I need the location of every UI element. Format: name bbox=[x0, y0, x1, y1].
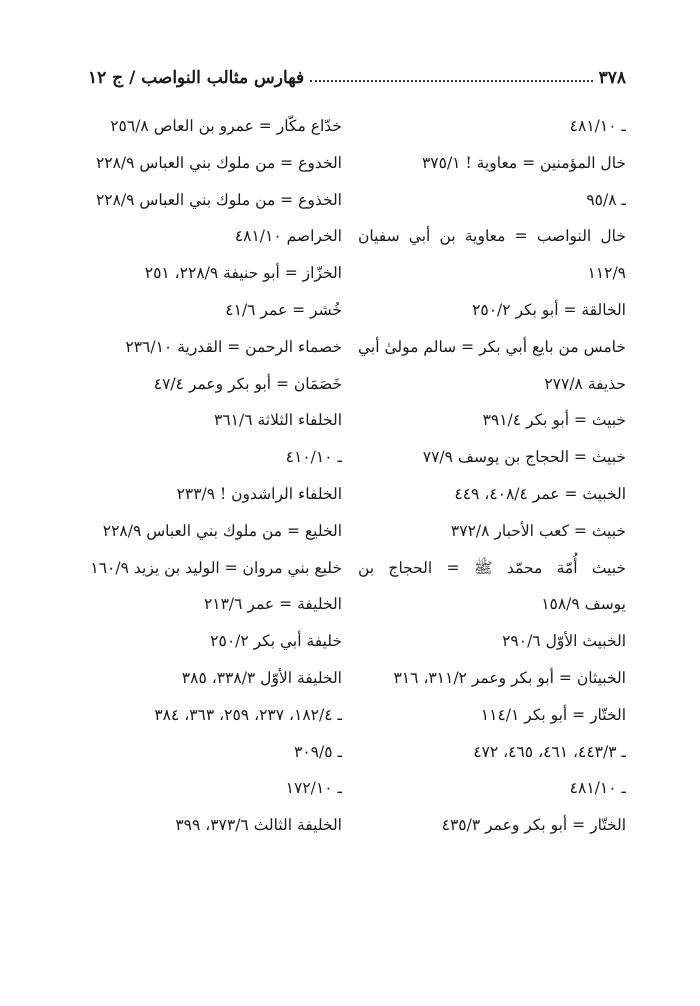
index-entry: خال المؤمنين = معاوية ! ٣٧٥/١ bbox=[421, 153, 626, 172]
index-entry: الخذوع = من ملوك بني العباس ٢٢٨/٩ bbox=[95, 190, 342, 209]
index-entry: خال النواصب = معاوية بن أبي سفيان bbox=[358, 227, 626, 246]
index-entry: الخليفة = عمر ٢١٣/٦ bbox=[203, 595, 342, 614]
index-entry: خليفة أبي بكر ٢٥٠/٢ bbox=[210, 632, 342, 651]
index-entry: ـ ١٨٢/٤، ٢٣٧، ٢٥٩، ٣٦٣، ٣٨٤ bbox=[154, 705, 342, 724]
index-entry: الخليفة الأوّل ٣٣٨/٣، ٣٨٥ bbox=[181, 668, 342, 687]
index-entry: الخبيث = عمر ٤٠٨/٤، ٤٤٩ bbox=[454, 484, 626, 503]
index-entry: ـ ٩٥/٨ bbox=[586, 190, 626, 209]
index-column-right bbox=[358, 108, 626, 844]
index-entry: الخليع = من ملوك بني العباس ٢٢٨/٩ bbox=[102, 521, 342, 540]
index-entry: خدّاع مكّار = عمرو بن العاص ٢٥٦/٨ bbox=[110, 117, 342, 135]
index-entry: الخبيث الأوّل ٢٩٠/٦ bbox=[502, 632, 626, 651]
index-entry: الخلفاء الراشدون ! ٢٣٣/٩ bbox=[176, 484, 342, 503]
index-entry: خُشر = عمر ٤١/٦ bbox=[225, 300, 342, 319]
index-entry: يوسف ١٥٨/٩ bbox=[541, 595, 626, 614]
index-entry: الختّار = أبو بكر ١١٤/١ bbox=[480, 705, 626, 724]
index-entry: خبيث = كعب الأحبار ٣٧٢/٨ bbox=[450, 521, 626, 540]
index-column-left bbox=[74, 108, 342, 844]
dotted-leader bbox=[310, 80, 592, 82]
index-entry: ١١٢/٩ bbox=[587, 264, 626, 283]
index-entry: خامس من بايع أبي بكر = سالم مولىٰ أبي bbox=[358, 337, 626, 356]
index-entry: الخراصم ٤٨١/١٠ bbox=[234, 227, 342, 246]
index-entry: الخبيثان = أبو بكر وعمر ٣١١/٢، ٣١٦ bbox=[393, 668, 626, 687]
index-entry: خصماء الرحمن = القدرية ٢٣٦/١٠ bbox=[125, 337, 342, 356]
index-entry: خليع بني مروان = الوليد بن يزيد ١٦٠/٩ bbox=[90, 558, 342, 577]
index-entry: ـ ٤١٠/١٠ bbox=[285, 448, 342, 467]
page-number: ٣٧٨ bbox=[598, 68, 626, 88]
index-entry: الختّار = أبو بكر وعمر ٤٣٥/٣ bbox=[441, 816, 626, 835]
index-entry: الخزّاز = أبو حنيفة ٢٢٨/٩، ٢٥١ bbox=[144, 264, 342, 283]
index-entry: الخلفاء الثلاثة ٣٦١/٦ bbox=[214, 411, 342, 430]
index-entry: خبيث = أبو بكر ٣٩١/٤ bbox=[482, 411, 626, 430]
index-entry: الخليفة الثالث ٣٧٣/٦، ٣٩٩ bbox=[175, 816, 342, 835]
index-entry: حذيفة ٢٧٧/٨ bbox=[544, 374, 626, 393]
index-entry: خبيث = الحجاج بن يوسف ٧٧/٩ bbox=[422, 448, 626, 467]
index-entry: خَصَمَان = أبو بكر وعمر ٤٧/٤ bbox=[153, 374, 342, 393]
index-entry: خبيث أُمّة محمّد ﷺ = الحجاج بن bbox=[358, 558, 626, 577]
index-entry: الخدوع = من ملوك بني العباس ٢٢٨/٩ bbox=[95, 153, 342, 172]
index-entry: ـ ٤٨١/١٠ bbox=[569, 117, 626, 135]
index-entry: ـ ٤٨١/١٠ bbox=[569, 779, 626, 798]
index-entry: ـ ٤٤٣/٣، ٤٦١، ٤٦٥، ٤٧٢ bbox=[473, 742, 626, 761]
index-entry: الخالقة = أبو بكر ٢٥٠/٢ bbox=[472, 300, 626, 319]
index-entry: ـ ٣٠٩/٥ bbox=[294, 742, 342, 761]
index-entry: ـ ١٧٢/١٠ bbox=[285, 779, 342, 798]
page-header bbox=[88, 58, 626, 88]
running-title: فهارس مثالب النواصب / ج ١٢ bbox=[88, 68, 305, 88]
